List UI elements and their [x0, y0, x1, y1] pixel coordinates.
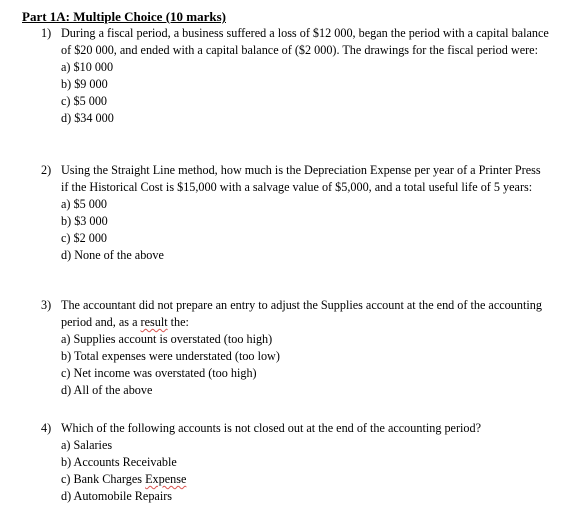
- question-number: 3): [41, 298, 52, 312]
- option-d: d) $34 000: [61, 111, 114, 125]
- option-b: b) $3 000: [61, 214, 108, 228]
- part-title: Part 1A: Multiple Choice (10 marks): [22, 9, 226, 24]
- question-text: [61, 297, 551, 331]
- option-a: a) $5 000: [61, 197, 108, 211]
- question-text: During a fiscal period, a business suffered a loss of $12 000, began the period with a capital balance of $20 000, and ended with a capital balance of ($2 000). The drawings for the fiscal period were:: [61, 26, 549, 57]
- option-a: a) Salaries: [61, 438, 113, 452]
- option-b: b) $9 000: [61, 77, 108, 91]
- question-text: Using the Straight Line method, how much is the Depreciation Expense per year of a Printer Press if the Historical Cost is $15,000 with a salvage value of $5,000, and a total useful life of 5 years:: [61, 163, 541, 194]
- option-list: [61, 331, 551, 399]
- option-c: c) $2 000: [61, 231, 108, 245]
- option-d: d) Automobile Repairs: [61, 489, 173, 503]
- question-1: [41, 25, 551, 127]
- question-2: [41, 162, 551, 264]
- option-a: a) $10 000: [61, 60, 114, 74]
- option-c: c) Bank Charges Expense: [61, 472, 187, 486]
- question-4: [41, 420, 551, 505]
- question-text: Which of the following accounts is not closed out at the end of the accounting period?: [61, 421, 482, 435]
- option-list: [61, 59, 551, 127]
- option-list: [61, 196, 551, 264]
- question-number: 2): [41, 163, 52, 177]
- option-c: c) $5 000: [61, 94, 108, 108]
- question-text-start: The accountant did not prepare an entry to adjust the Supplies account at the end of the accounting period and, as a: [61, 298, 542, 329]
- option-a: a) Supplies account is overstated (too high): [61, 332, 273, 346]
- option-d: d) All of the above: [61, 383, 153, 397]
- option-list: [61, 437, 551, 505]
- question-number: 4): [41, 421, 52, 435]
- question-number: 1): [41, 26, 52, 40]
- question-text-end: the:: [167, 315, 189, 329]
- question-3: [41, 297, 551, 399]
- option-d: d) None of the above: [61, 248, 164, 262]
- option-b: b) Accounts Receivable: [61, 455, 177, 469]
- spellcheck-marked-word[interactable]: result: [140, 315, 168, 329]
- option-b: b) Total expenses were understated (too low): [61, 349, 280, 363]
- spellcheck-marked-word[interactable]: Expense: [145, 472, 187, 486]
- option-c: c) Net income was overstated (too high): [61, 366, 257, 380]
